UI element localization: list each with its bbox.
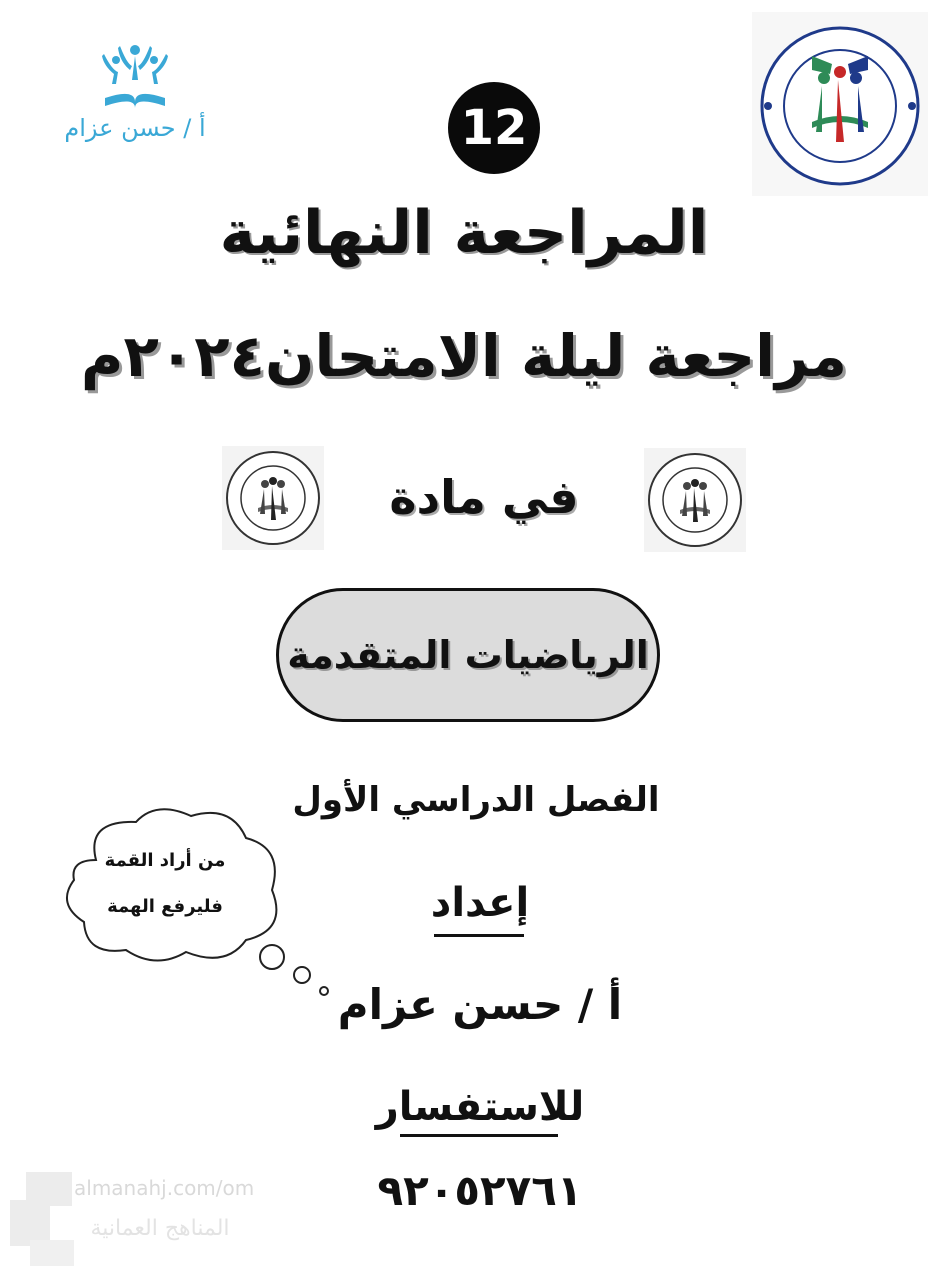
inquiry-underline: [400, 1134, 558, 1137]
subject-intro: في مادة: [389, 470, 579, 524]
watermark-text: المناهج العمانية: [90, 1216, 230, 1241]
school-seal-small-left: [222, 446, 324, 550]
cloud-line-1: من أراد القمة: [104, 850, 226, 871]
inquiry-label: للاستفسار: [375, 1084, 585, 1130]
subject-pill: [276, 588, 660, 722]
prepared-by-label: إعداد: [430, 880, 530, 926]
cloud-line-2: فليرفع الهمة: [107, 896, 223, 917]
phone-number: ٩٢٠٥٢٧٦١: [377, 1166, 583, 1215]
school-seal-icon: [644, 448, 746, 552]
main-title: المراجعة النهائية: [219, 198, 709, 268]
subject-name: الرياضيات المتقدمة: [287, 633, 649, 677]
sub-title: مراجعة ليلة الامتحان٢٠٢٤م: [80, 322, 848, 390]
watermark-url: almanahj.com/om: [74, 1176, 255, 1200]
grade-badge: 12: [448, 82, 540, 174]
school-seal-icon: [752, 12, 928, 196]
open-book-people-icon: [60, 36, 210, 116]
author-logo-caption: أ / حسن عزام: [64, 114, 206, 142]
school-seal: [752, 12, 928, 196]
author-logo: [60, 36, 210, 146]
semester: الفصل الدراسي الأول: [292, 780, 660, 820]
author-name: أ / حسن عزام: [337, 980, 623, 1029]
prepared-by-underline: [434, 934, 524, 937]
school-seal-icon: [222, 446, 324, 550]
thought-bubbles: [250, 935, 340, 1005]
school-seal-small-right: [644, 448, 746, 552]
